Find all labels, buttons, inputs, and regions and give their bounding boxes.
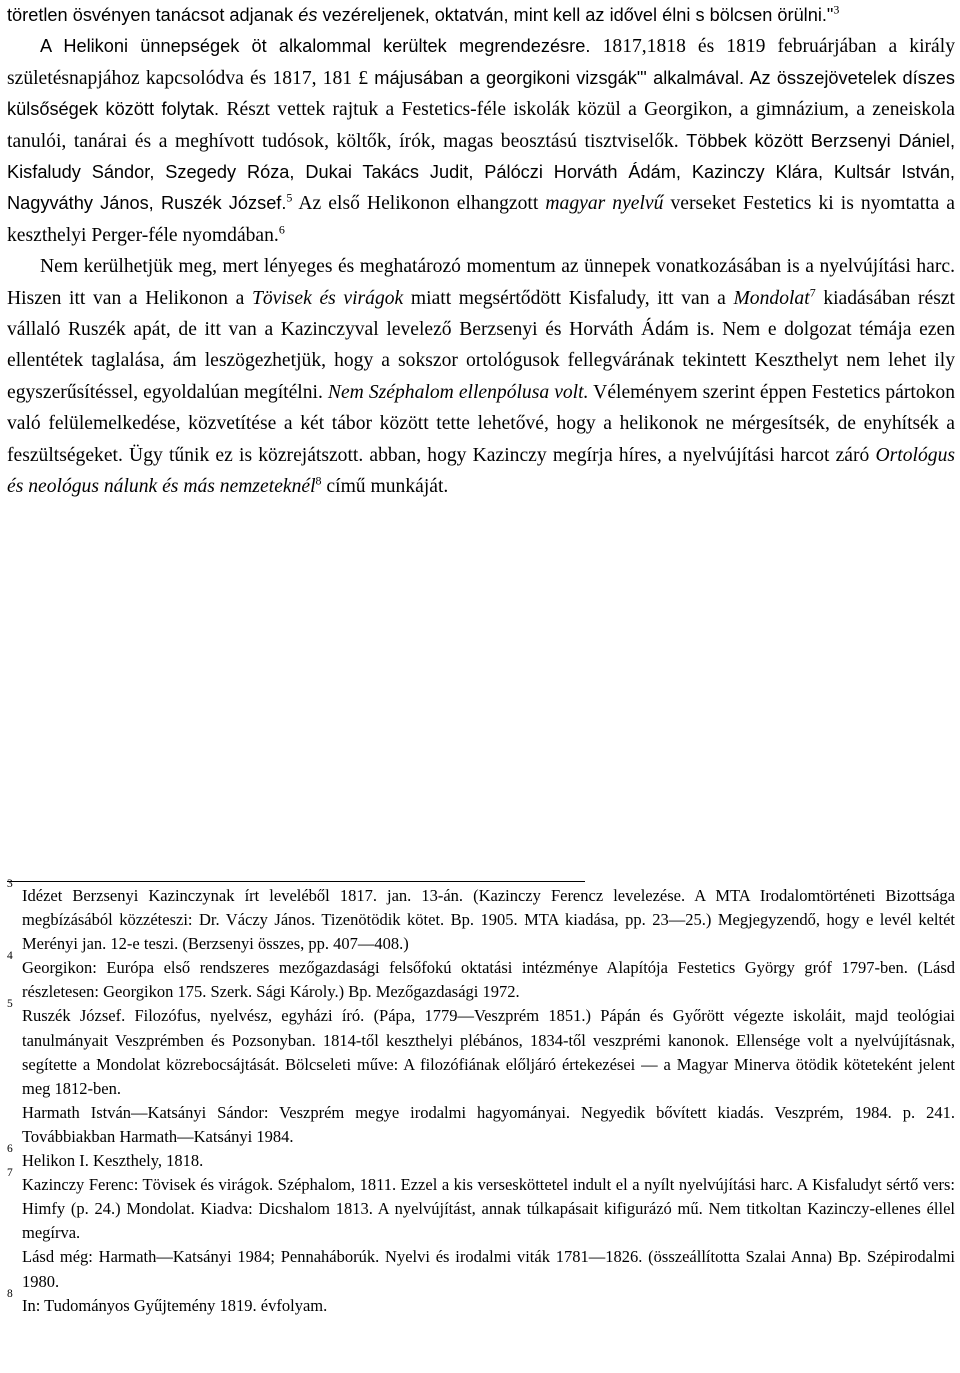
footnote-ref-7[interactable]: 7 (809, 285, 816, 300)
footnote-5: 5 Ruszék József. Filozófus, nyelvész, egyházi író. (Pápa, 1779—Veszprém 1851.) Pápán és Győrött végezte iskoláit, majd teológiai tanulmányait Veszprémben és Pozsonyban. 1814-től keszthelyi plébános, 1834-től veszprémi kanonok. Ellensége volt a nyelvújításnak, segítette a Mondolat közrebocsájtását. Bölcseleti műve: A filozófiának előljáró értekezései — a Magyar Minerva ötödik köteteként jelent meg 1812-ben. Harmath István—Katsányi Sándor: Veszprém megye irodalmi hagyományai. Negyedik bővített kiadás. Veszprém, 1984. p. 241. Továbbiakban Harmath—Katsányi 1984. (7, 998, 955, 1146)
footnote-ref-8[interactable]: 8 (315, 473, 322, 488)
footnotes (7, 878, 955, 1318)
footnote-4: 4 Georgikon: Európa első rendszeres mezőgazdasági felsőfokú oktatási intézménye Alapítója Festetics György gróf 1797-ben. (Lásd részletesen: Georgikon 175. Szerk. Sági Károly.) Bp. Mezőgazdasági 1972. (7, 950, 955, 1002)
pound-sign: £ (352, 67, 369, 89)
footnote-3: 3 Idézet Berzsenyi Kazinczynak írt leveléből 1817. jan. 13-án. (Kazinczy Ferencz levelezése. A MTA Irodalomtörténeti Bizottsága megbízásából közzéteszi: Dr. Váczy János. Tizenötödik kötet. Bp. 1905. MTA kiadása, pp. 23—25.) Megjegyzendő, hogy e levél keltét Merényi jan. 12-e teszi. (Berzsenyi összes, pp. 407—408.) (7, 878, 955, 954)
main-text (7, 0, 955, 503)
footnote-6: 6 Helikon I. Keszthely, 1818. (7, 1143, 204, 1171)
paragraph-3: Nem kerülhetjük meg, mert lényeges és meghatározó momentum az ünnepek vonatkozásában is a nyelvújítási harc. Hiszen itt van a Helikonon a Tövisek és virágok miatt megsértődött Kisfaludy, itt van a Mondolat$^7$ kiadásában részt vállaló Ruszék apát, de itt van a Kazinczyval levelező Berzsenyi és Horváth Ádám is. Nem e dolgozat témája ezen ellentétek taglalása, ám leszögezhetjük, hogy a sokszor ortológusok fellegvárának tekintett Keszthelyt nem lehet ily egyszerűsítéssel, egyoldalúan megítélni. Nem Széphalom ellenpólusa volt. Véleményem szerint éppen Festetics pártokon való felülemelkedése, közvetítése a két tábor között tette lehetővé, hogy a helikonok ne mérgesítsék, de enyhítsék a feszültségeket. Ügy tűnik ez is közrejátszott. abban, hogy Kazinczy megírja híres, a nyelvújítási harcot záró Ortológus és neológus nálunk és más nemzeteknél$^8$ című munkáját. (7, 256, 956, 498)
footnote-ref-5[interactable]: 5 (286, 190, 293, 205)
paragraph-2: A Helikoni ünnepségek öt alkalommal kerültek megrendezésre. 1817,1818 és 1819 februárjában a király születésnapjához kapcsolódva és 1817, 181 £ májusában a georgikoni vizsgák"' alkalmával. Az összejövetelek díszes külsőségek között folytak. Részt vettek rajtuk a Festetics-féle iskolák közül a Georgikon, a gimnázium, a zeneiskola tanulói, tanárai és a meghívott tudósok, költők, írók, magas beosztású tisztviselők. Többek között Berzsenyi Dániel, Kisfaludy Sándor, Szegedy Róza, Dukai Takács Judit, Pálóczi Horváth Ádám, Kazinczy Klára, Kultsár István, Nagyváthy János, Ruszék József.$^5$ Az első Helikonon elhangzott magyar nyelvű verseket Festetics ki is nyomtatta a keszthelyi Perger-féle nyomdában.$^6$ (7, 36, 956, 246)
footnote-ref-3[interactable]: 3 (833, 2, 840, 17)
footnote-7: 7 Kazinczy Ferenc: Tövisek és virágok. Széphalom, 1811. Ezzel a kis versesköttetel indult el a nyílt nyelvújítási harc. A Kisfaludyt sértő vers: Himfy (p. 24.) Mondolat. Kiadva: Dicshalom 1813. A nyelvújítást, annak túlkapásait kifigurázó mű. Nem titkoltan Kazinczy-ellenes éllel megírva. Lásd még: Harmath—Katsányi 1984; Pennaháborúk. Nyelvi és irodalmi viták 1781—1826. (összeállította Szalai Anna) Bp. Szépirodalmi 1980. (7, 1167, 955, 1291)
footnote-8: 8 In: Tudományos Gyűjtemény 1819. évfolyam. (7, 1287, 328, 1315)
paragraph-1: töretlen ösvényen tanácsot adjanak és vezéreljenek, oktatván, mint kell az idővel élni s bölcsen örülni."$^3$ (7, 2, 840, 25)
footnote-separator (7, 881, 585, 882)
footnote-ref-6[interactable]: 6 (278, 222, 285, 237)
